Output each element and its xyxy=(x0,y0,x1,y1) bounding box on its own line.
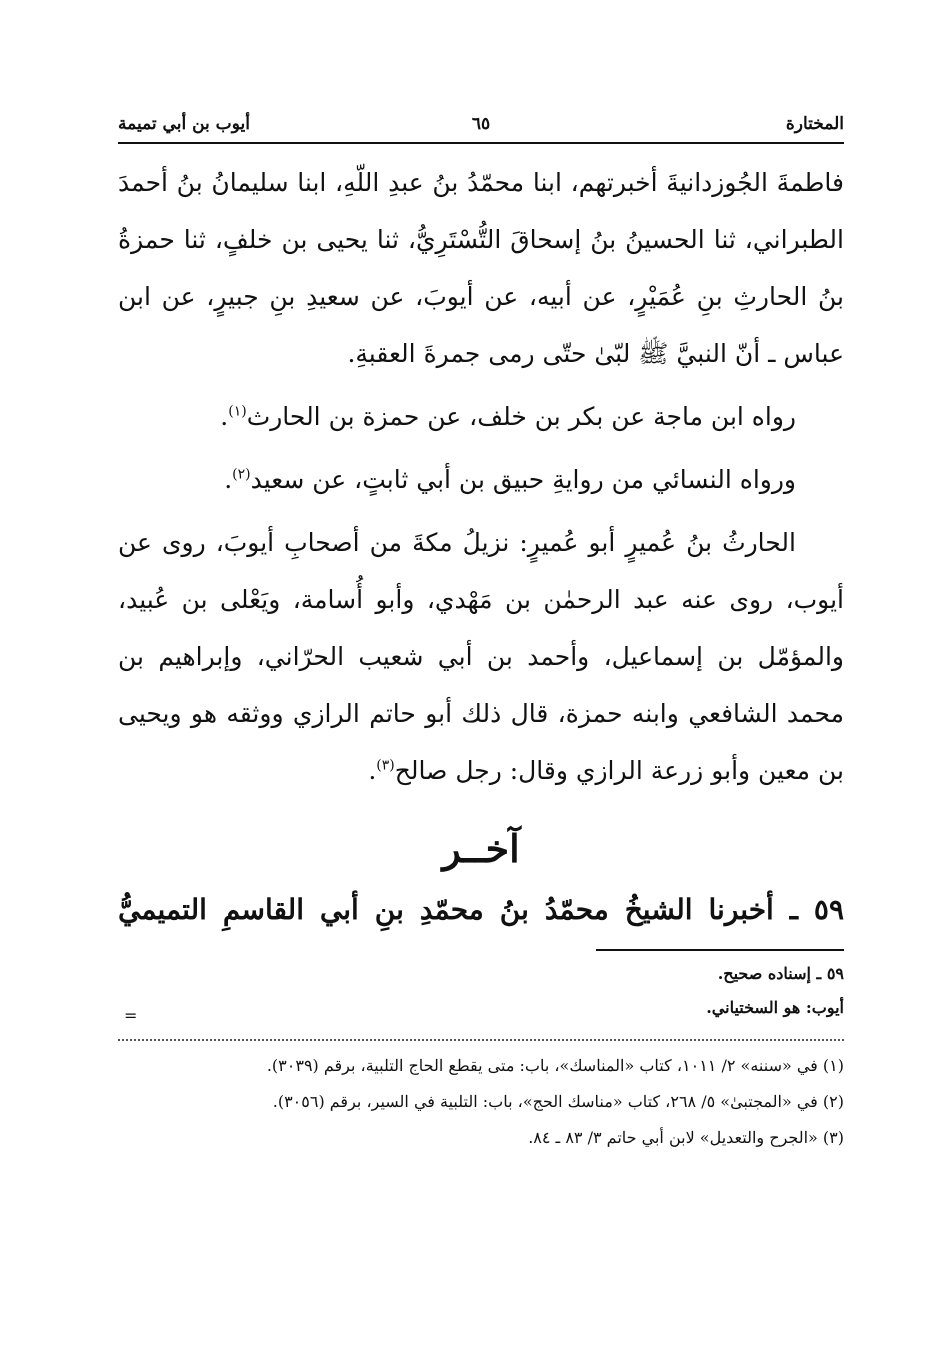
section-title: آخــر xyxy=(442,826,520,871)
narration-paragraph-1: رواه ابن ماجة عن بكر بن خلف، عن حمزة بن الحارث$^{(١)}$. xyxy=(220,402,796,431)
editor-notes xyxy=(118,957,844,1025)
footnotes xyxy=(118,1051,844,1153)
footnote-3: (٣) «الجرح والتعديل» لابن أبي حاتم ٣/ ٨٣ ـ ٨٤. xyxy=(528,1128,844,1147)
biography-paragraph: الحارثُ بنُ عُميرٍ أبو عُميرٍ: نزيلُ مكةَ من أصحابِ أيوبَ، روى عن أيوب، روى عنه عبد الرحمٰن بن مَهْدي، وأبو أُسامة، ويَعْلى بن عُبيد، والمؤمّل بن إسماعيل، وأحمد بن أبي شعيب الحرّاني، وإبراهيم بن محمد الشافعي وابنه حمزة، قال ذلك أبو حاتم الرازي ووثقه هو ويحيى بن معين وأبو زرعة الرازي وقال: رجل صالح$^{(٣)}$. xyxy=(118,528,844,785)
note-line: ٥٩ ـ إسناده صحيح. xyxy=(717,964,844,983)
chapter-title: أيوب بن أبي تميمة xyxy=(118,114,250,134)
hadith-paragraph: فاطمةَ الجُوزدانيةَ أخبرتهم، ابنا محمّدُ بنُ عبدِ اللّهِ، ابنا سليمانُ بنُ أحمدَ الطبراني، ثنا الحسينُ بنُ إسحاقَ التُّسْتَرِيُّ، ثنا يحيى بن خلفٍ، ثنا حمزةُ بنُ الحارثِ بنِ عُمَيْرٍ، عن أبيه، عن أيوبَ، عن سعيدِ بنِ جبيرٍ، عن ابن عباس ـ أنّ النبيَّ ﷺ لبّىٰ حتّى رمى جمرةَ العقبةِ. xyxy=(118,168,844,368)
footnote-ref-3: (٣) xyxy=(376,757,395,774)
footnote-ref-1: (١) xyxy=(228,403,247,420)
note-line: أيوب: هو السختياني. xyxy=(706,998,844,1017)
continuation-mark: = xyxy=(124,1006,138,1025)
footnotes-divider xyxy=(118,1039,844,1041)
notes-divider xyxy=(596,949,844,951)
main-text xyxy=(118,154,844,799)
page-number: ٦٥ xyxy=(471,114,491,134)
footnote-1: (١) في «سننه» ٢/ ١٠١١، كتاب «المناسك»، باب: متى يقطع الحاج التلبية، برقم (٣٠٣٩). xyxy=(266,1056,844,1075)
narration-paragraph-2: ورواه النسائي من روايةِ حبيق بن أبي ثابتٍ، عن سعيد$^{(٢)}$. xyxy=(224,465,796,494)
book-title: المختارة xyxy=(785,114,844,134)
book-page xyxy=(118,108,844,1159)
hadith-59-line: ٥٩ ـ أخبرنا الشيخُ محمّدُ بنُ محمّدِ بنِ أبي القاسمِ التميميُّ xyxy=(118,893,844,926)
footnote-ref-2: (٢) xyxy=(232,466,251,483)
footnote-2: (٢) في «المجتبىٰ» ٥/ ٢٦٨، كتاب «مناسك الحج»، باب: التلبية في السير، برقم (٣٠٥٦). xyxy=(272,1092,844,1111)
page-header xyxy=(118,108,844,144)
